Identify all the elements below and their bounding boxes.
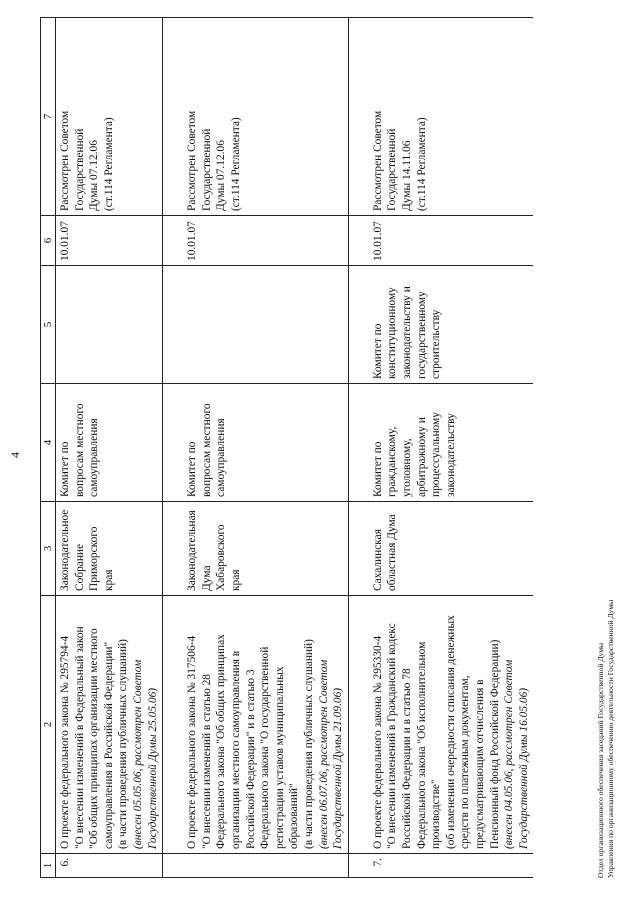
bill-text-line: Федерального закона "О государственной — [259, 646, 272, 849]
bill-text-line: (об изменении очередности списания денежных — [444, 615, 457, 849]
footer-line: Отдел организационного обеспечения заседаний Государственной Думы — [596, 642, 605, 878]
row-number: 6. — [56, 854, 163, 878]
bill-author-line: Приморского края — [88, 526, 115, 591]
status-note-line: Рассмотрен Советом — [59, 110, 72, 211]
responsible-committee-line: уголовному, — [400, 438, 413, 497]
co-committee-line: строительству — [430, 309, 443, 379]
table-row — [369, 18, 534, 878]
row-separator — [163, 18, 184, 878]
table-body — [56, 18, 534, 878]
bill-description — [56, 596, 163, 854]
column-header: 7 — [41, 18, 56, 216]
bill-text-line: Федерального закона "Об исполнительном — [415, 641, 428, 849]
bill-author-line: Дума Хабаровского — [200, 524, 228, 591]
bill-text-line: "Об общих принципах организации местного — [88, 628, 101, 849]
bill-submission-line: Государственной Думы 21.09.06) — [332, 687, 345, 849]
bill-text-line: "О внесении изменений в Гражданский кодекс — [386, 623, 399, 849]
status-note — [183, 18, 348, 216]
bill-submission-line: Государственной Думы 25.05.06) — [146, 687, 159, 849]
co-committee-line: конституционному — [386, 287, 399, 379]
responsible-committee-line: Комитет по — [59, 441, 72, 497]
status-note-line: Рассмотрен Советом — [371, 110, 384, 211]
bill-text-line: О проекте федерального закона № 295330-4 — [371, 635, 384, 849]
status-note — [56, 18, 163, 216]
footer-line: Управления по организационному обеспечению деятельности Государственной Думы — [606, 599, 616, 878]
responsible-committee-line: Комитет по — [186, 441, 199, 497]
bill-text-line: регистрации уставов муниципальных — [273, 666, 286, 849]
bill-submission-line: (внесен 06.07.06, рассмотрен Советом — [317, 659, 330, 849]
table-row — [56, 18, 163, 878]
bill-text-line: производстве" — [430, 779, 443, 849]
date: 10.01.07 — [56, 216, 163, 266]
bill-author — [56, 502, 163, 596]
co-committee-line: Комитет по — [371, 323, 384, 379]
row-number — [183, 854, 348, 878]
responsible-committee-line: законодательству — [444, 413, 457, 497]
date: 10.01.07 — [183, 216, 348, 266]
bill-text-line: О проекте федерального закона № 317506-4 — [186, 635, 199, 849]
bill-author-line: Законодательная — [186, 510, 199, 591]
bill-author-line: края — [230, 569, 243, 591]
bills-table — [40, 17, 533, 878]
responsible-committee-line: вопросам местного — [73, 403, 86, 497]
bill-text-line: О проекте федерального закона № 295794-4 — [59, 635, 72, 849]
status-note-line: (ст.114 Регламента) — [102, 117, 115, 211]
bill-text-line: образований" — [288, 783, 301, 849]
bill-submission-line: (внесен 04.05.06, рассмотрен Советом — [503, 659, 516, 849]
responsible-committee-line: процессуальному — [430, 412, 443, 497]
bill-text-line: самоуправления в Российской Федерации" — [102, 641, 115, 849]
responsible-committee — [183, 384, 348, 502]
bill-text-line: Российской Федерации и в статью 78 — [400, 668, 413, 849]
row-separator — [348, 18, 369, 878]
column-header: 3 — [41, 502, 56, 596]
bill-text-line: "О внесении изменений в статью 28 — [200, 674, 213, 849]
co-committee — [183, 266, 348, 384]
bill-author-line: Сахалинская — [371, 529, 384, 591]
responsible-committee — [56, 384, 163, 502]
column-header: 6 — [41, 216, 56, 266]
status-note-line: Думы 07.12.06 — [215, 140, 228, 211]
bill-text-line: (в части проведения публичных слушаний) — [117, 639, 130, 849]
bill-submission-line: (внесен 05.05.06, рассмотрен Советом — [132, 659, 145, 849]
table-row — [183, 18, 348, 878]
column-header: 4 — [41, 384, 56, 502]
status-note-line: Государственной — [73, 128, 86, 211]
status-note-line: Рассмотрен Советом — [186, 110, 199, 211]
bill-author-line: Собрание — [73, 543, 86, 591]
responsible-committee-line: арбитражному и — [415, 417, 428, 497]
bill-description — [369, 596, 534, 854]
co-committee-line: государственному — [415, 291, 428, 379]
bill-description — [183, 596, 348, 854]
status-note-line: (ст.114 Регламента) — [230, 117, 243, 211]
co-committee-line: законодательству и — [400, 286, 413, 379]
bill-author — [183, 502, 348, 596]
page-number: 4 — [8, 452, 22, 458]
bill-text-line: предусматривающим отчисления в — [473, 679, 486, 849]
status-note — [369, 18, 534, 216]
bill-text-line: "О внесении изменений в Федеральный закон — [73, 626, 86, 849]
responsible-committee-line: вопросам местного — [200, 403, 213, 497]
bill-text-line: организации местного самоуправления в — [230, 650, 243, 849]
status-note-line: Думы 14.11.06 — [400, 140, 413, 211]
bill-text-line: (в части проведения публичных слушаний) — [302, 639, 315, 849]
responsible-committee-line: гражданскому, — [386, 426, 399, 497]
bill-text-line: Российской Федерации" и в статью 3 — [244, 669, 257, 849]
co-committee — [369, 266, 534, 384]
column-header: 2 — [41, 596, 56, 854]
bill-author — [369, 502, 534, 596]
column-header: 5 — [41, 266, 56, 384]
co-committee — [56, 266, 163, 384]
responsible-committee-line: Комитет по — [371, 441, 384, 497]
status-note-line: Государственной — [386, 128, 399, 211]
status-note-line: Государственной — [200, 128, 213, 211]
bill-text-line: Федерального закона "Об общих принципах — [215, 634, 228, 849]
responsible-committee-line: самоуправления — [88, 418, 101, 497]
date: 10.01.07 — [369, 216, 534, 266]
bill-text-line: Пенсионный фонд Российской Федерации) — [488, 639, 501, 849]
column-header-row — [41, 18, 56, 878]
bill-text-line: средств по платежным документам, — [459, 675, 472, 849]
responsible-committee — [369, 384, 534, 502]
bill-submission-line: Государственной Думы 16.05.06) — [517, 687, 530, 849]
footer — [596, 600, 617, 878]
status-note-line: (ст.114 Регламента) — [415, 117, 428, 211]
status-note-line: Думы 07.12.06 — [88, 140, 101, 211]
column-header: 1 — [41, 854, 56, 878]
row-number: 7. — [369, 854, 534, 878]
responsible-committee-line: самоуправления — [215, 418, 228, 497]
bill-author-line: Законодательное — [59, 509, 72, 591]
bill-author-line: областная Дума — [386, 514, 399, 591]
